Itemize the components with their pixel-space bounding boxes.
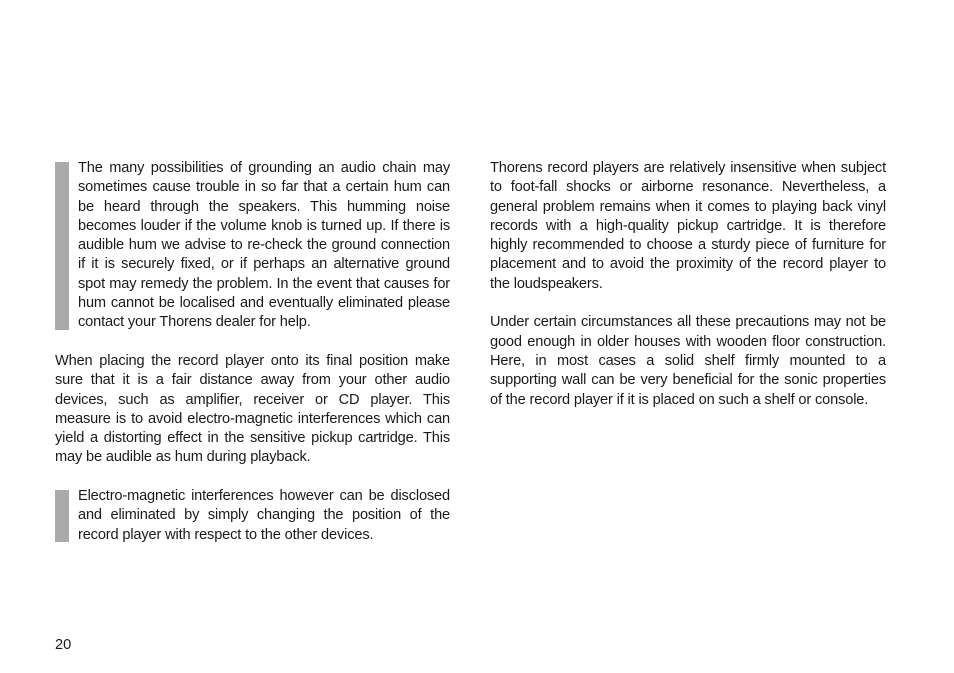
note-marker-bar xyxy=(55,162,69,330)
note-marker-bar xyxy=(55,490,69,542)
right-column xyxy=(490,159,886,429)
left-column xyxy=(55,159,450,564)
note-text-interference: Electro-magnetic interferences however can be disclosed and eliminated by simply changing the position of the record player with respect to the other devices. xyxy=(78,488,450,543)
paragraph-shelf: Under certain circumstances all these precautions may not be good enough in older houses with wooden floor construction. Here, in most cases a solid shelf firmly mounted to a supporting wall can be very beneficial for the sonic properties of the record player if it is placed on such a shelf or console. xyxy=(490,314,886,408)
note-text-grounding: The many possibilities of grounding an audio chain may sometimes cause trouble in so far that a certain hum can be heard through the speakers. This humming noise becomes louder if the volume knob is turned up. If there is audible hum we advise to re-check the ground connection if it is securely fixed, or if perhaps an alternative ground spot may remedy the problem. In the event that causes for hum cannot be localised and eventually eliminated please contact your Thorens dealer for help. xyxy=(78,160,450,331)
paragraph-resonance: Thorens record players are relatively insensitive when subject to foot-fall shocks or airborne resonance. Nevertheless, a general problem remains when it comes to playing back vinyl records with a high-quality pickup cartridge. It is therefore highly recommended to choose a sturdy piece of furniture for placement and to avoid the proximity of the record player to the loudspeakers. xyxy=(490,160,886,292)
note-block-grounding xyxy=(55,159,450,333)
page-number: 20 xyxy=(55,637,72,653)
note-block-interference xyxy=(55,487,450,545)
paragraph-placement: When placing the record player onto its final position make sure that it is a fair distance away from your other audio devices, such as amplifier, receiver or CD player. This measure is to avoid electro-magnetic interferences which can yield a distorting effect in the sensitive pickup cartridge. This may be audible as hum during playback. xyxy=(55,352,450,466)
